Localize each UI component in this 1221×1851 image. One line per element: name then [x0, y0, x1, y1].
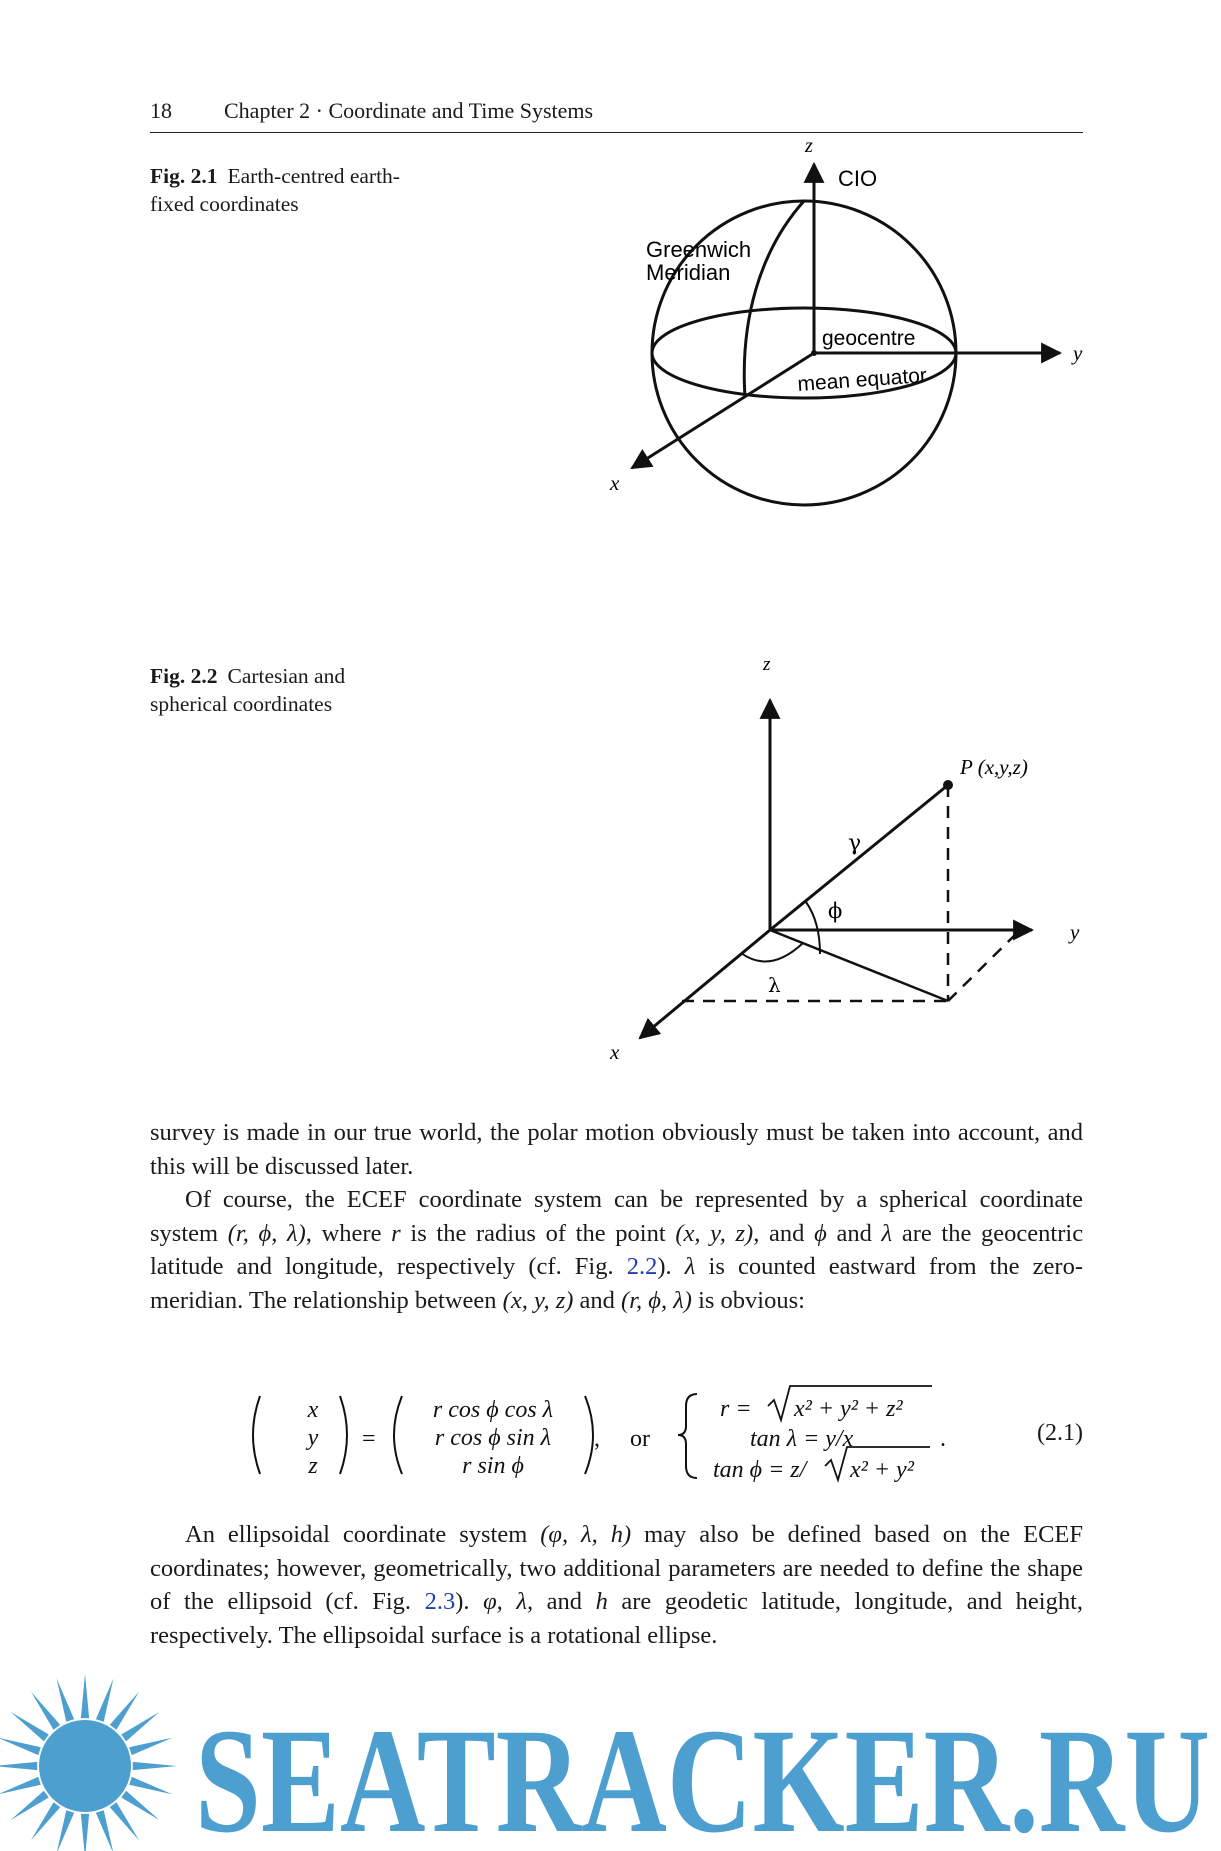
- page-number: 18: [150, 98, 172, 123]
- row-1: r cos ϕ cos λ: [432, 1397, 554, 1423]
- running-head: [150, 98, 593, 124]
- equation-drawing: [150, 1380, 1083, 1490]
- meridian-label: Meridian: [646, 260, 731, 285]
- comma: ,: [594, 1426, 600, 1452]
- figure-label: Fig. 2.2: [150, 664, 218, 688]
- equation-number: (2.1): [1037, 1420, 1083, 1446]
- paragraph-1: survey is made in our true world, the polar motion obviously must be taken into account, and this will be discussed later.: [150, 1119, 1083, 1180]
- point-label: P (x,y,z): [960, 755, 1028, 779]
- y-label: y: [1070, 920, 1080, 944]
- ecef-figure: [610, 135, 1083, 600]
- x-axis: [640, 930, 770, 1038]
- sun-ray: [129, 1738, 172, 1756]
- equals-sign: =: [362, 1426, 376, 1452]
- figure-label: Fig. 2.1: [150, 164, 218, 188]
- radius-vector: [770, 785, 948, 930]
- figure-caption-2-2: [150, 662, 410, 718]
- phi-label: ϕ: [828, 899, 843, 923]
- left-paren: [253, 1396, 260, 1474]
- sys1-lhs: r =: [720, 1396, 752, 1422]
- sun-ray: [110, 1802, 139, 1840]
- sun-ray: [96, 1679, 114, 1722]
- sun-ray: [133, 1762, 177, 1770]
- chapter-title: Chapter 2 · Coordinate and Time Systems: [224, 98, 594, 123]
- vec-y: y: [307, 1425, 319, 1451]
- sys3-radicand: x² + y²: [850, 1457, 914, 1483]
- header-rule: [150, 132, 1083, 133]
- sun-ray: [0, 1738, 41, 1756]
- right-paren: [340, 1396, 347, 1474]
- z-label: z: [763, 654, 771, 675]
- row-3: r sin ϕ: [462, 1453, 524, 1479]
- sun-ray: [81, 1814, 89, 1851]
- sun-ray: [0, 1762, 37, 1770]
- sun-ray: [129, 1777, 172, 1795]
- sun-ray: [11, 1791, 49, 1820]
- vec-x: x: [307, 1397, 319, 1423]
- watermark-text: SEATRACKER.RU: [195, 1698, 1210, 1851]
- lambda-label: λ: [768, 973, 781, 997]
- sun-ray: [57, 1810, 75, 1851]
- sun-ray: [121, 1712, 159, 1741]
- sun-ray: [0, 1777, 41, 1795]
- cio-label: CIO: [838, 166, 878, 191]
- left-paren: [394, 1396, 402, 1474]
- greenwich-meridian-arc: [744, 201, 804, 397]
- watermark: [0, 1666, 1221, 1851]
- right-paren: [585, 1396, 593, 1474]
- row-2: r cos ϕ sin λ: [434, 1425, 552, 1451]
- figure-caption-text: Earth-centred earth-fixed coordinates: [150, 164, 400, 216]
- figure-reference-link[interactable]: 2.3: [424, 1588, 456, 1615]
- x-axis: [632, 353, 814, 468]
- sun-logo-icon: [0, 1674, 177, 1851]
- sun-ray: [11, 1712, 49, 1741]
- x-label: x: [610, 1040, 620, 1064]
- z-label: z: [805, 135, 813, 157]
- period: .: [940, 1426, 946, 1452]
- sun-ray: [110, 1692, 139, 1730]
- paragraph-3: An ellipsoidal coordinate system (φ, λ, h) may also be defined based on the ECEF coordinates; however, geometrically, two additional parameters are needed to define the shape of the ellipsoid (cf. Fig. 2.3). φ, λ, and h are geodetic latitude, longitude, and height, respectively. The ellipsoidal surface is a rotational ellipse.: [150, 1521, 1084, 1649]
- point-p: [943, 780, 953, 790]
- geocentre-point: [811, 350, 817, 356]
- sun-ray: [31, 1802, 60, 1840]
- geocentre-label: geocentre: [822, 327, 916, 350]
- paragraph-2: Of course, the ECEF coordinate system can be represented by a spherical coordinate system (r, ϕ, λ), where r is the radius of the point (x, y, z), and ϕ and λ are the geocentric latitude and longitude, respectively (cf. Fig. 2.2). λ is counted eastward from the zero-meridian. The relationship between (x, y, z) and (r, ϕ, λ) is obvious:: [150, 1186, 1084, 1314]
- spherical-figure: [610, 654, 1080, 1070]
- figure-caption-text: Cartesian and spherical coordinates: [150, 664, 346, 716]
- sys1-radicand: x² + y² + z²: [794, 1396, 903, 1422]
- sun-ray: [121, 1791, 159, 1820]
- equator-label: mean equator: [796, 364, 928, 396]
- greenwich-label: Greenwich: [646, 237, 752, 262]
- sun-ray: [96, 1810, 114, 1851]
- or-word: or: [630, 1426, 650, 1452]
- sun-ray: [81, 1674, 89, 1718]
- figure-caption-2-1: [150, 162, 410, 218]
- gamma-label: γ: [848, 831, 862, 856]
- y-label: y: [1073, 341, 1083, 365]
- vec-z: z: [308, 1453, 318, 1479]
- y-parallel-dashed-line: [948, 930, 1020, 1001]
- sys3-lhs: tan ϕ = z/: [713, 1457, 807, 1483]
- figure-reference-link[interactable]: 2.2: [626, 1253, 658, 1280]
- equation-2-1: [150, 1380, 1083, 1490]
- sun-ray: [57, 1679, 75, 1722]
- sys2: tan λ = y/x: [750, 1426, 854, 1452]
- left-brace: [678, 1394, 697, 1478]
- sun-ray: [31, 1692, 60, 1730]
- x-label: x: [610, 471, 620, 495]
- projection-line: [770, 930, 948, 1001]
